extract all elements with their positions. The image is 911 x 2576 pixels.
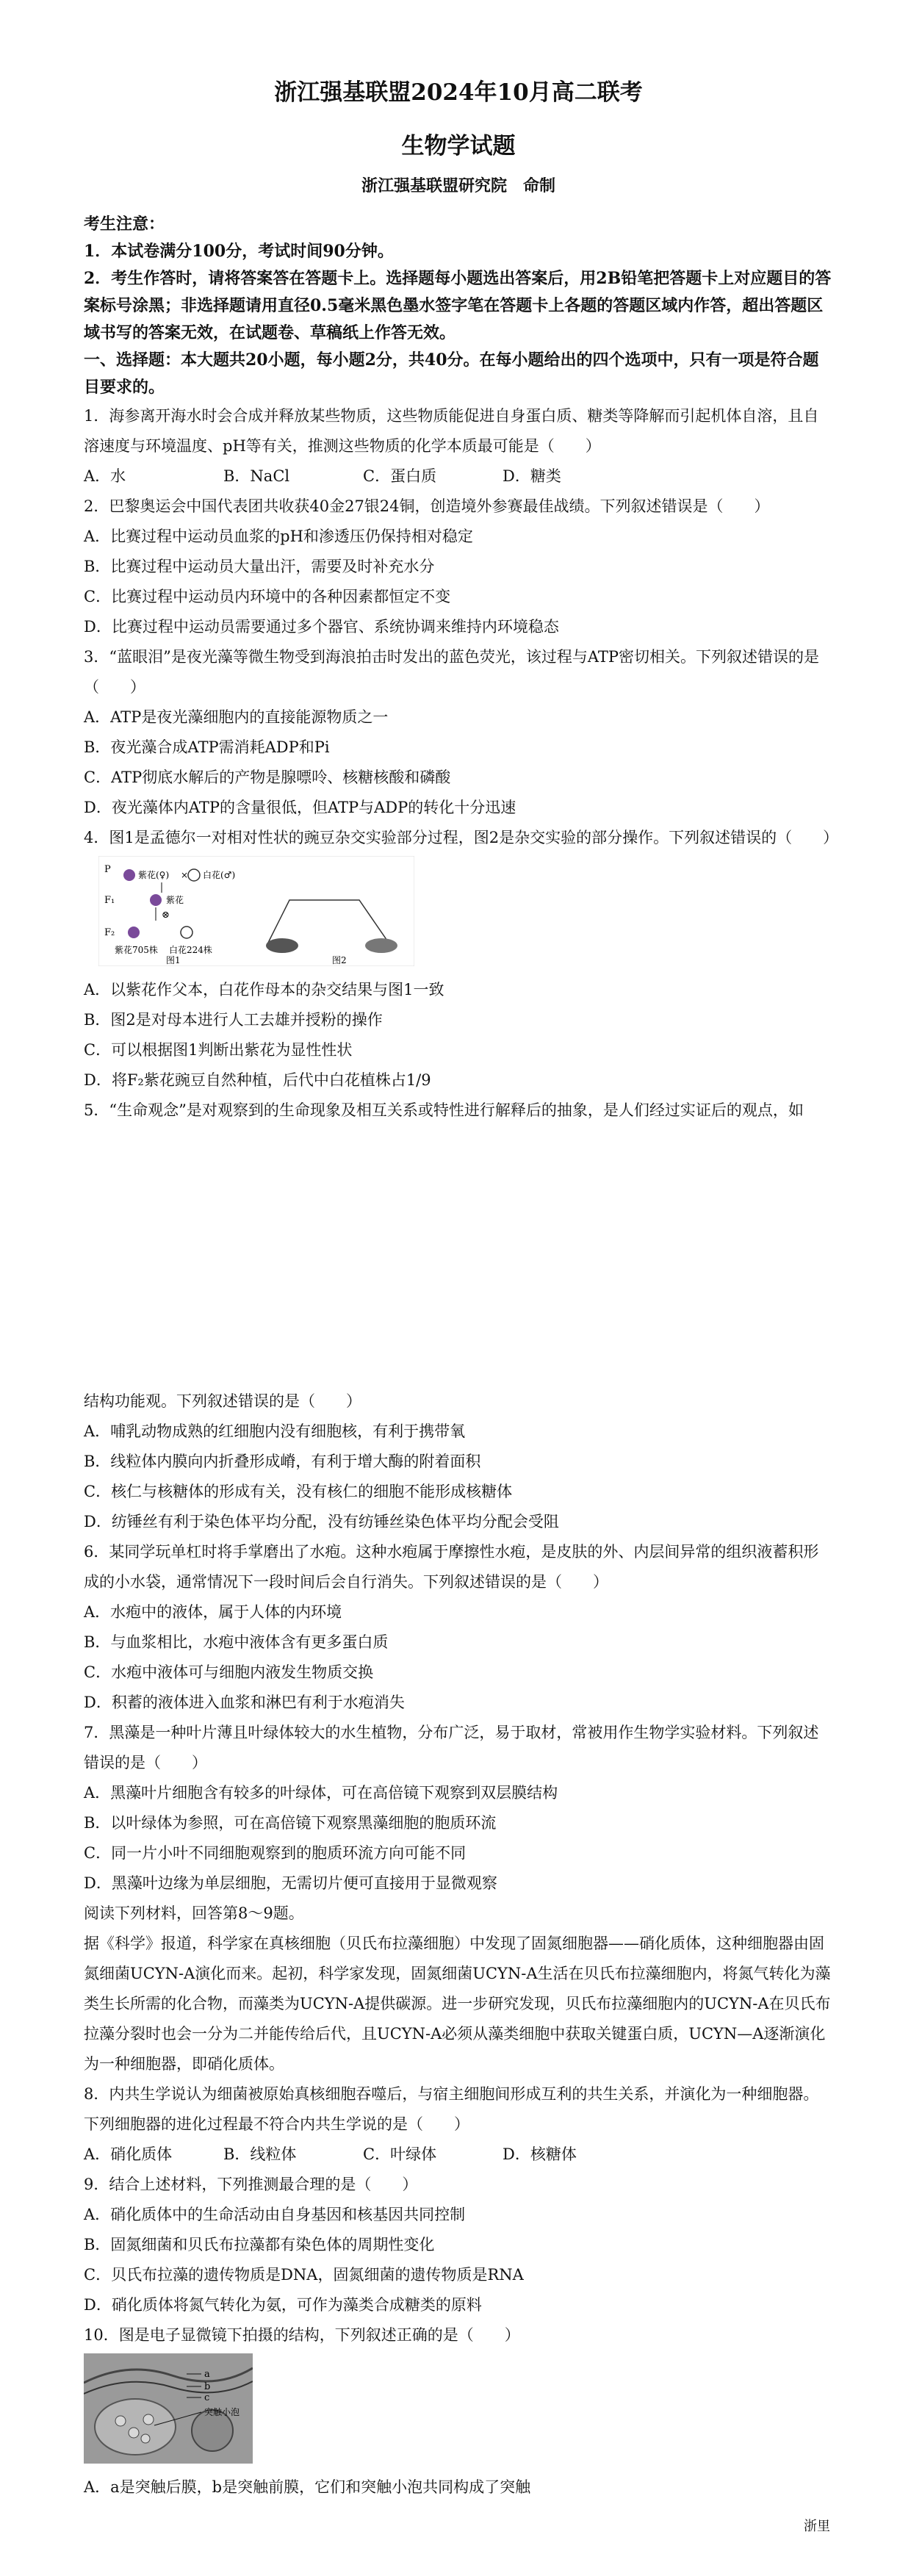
fig-label-f2: F₂	[104, 927, 115, 938]
q9-option-b: B．固氮细菌和贝氏布拉藻都有染色体的周期性变化	[84, 2236, 435, 2253]
q8-option-b: B．线粒体	[223, 2145, 297, 2163]
f2-purple-flower-icon	[128, 927, 140, 938]
q1-option-b: B．NaCl	[223, 467, 290, 485]
q4-option-a: A．以紫花作父本，白花作母本的杂交结果与图1一致	[84, 981, 444, 999]
flower-stamen-icon	[365, 938, 397, 953]
q10-option-a: A．a是突触后膜，b是突触前膜，它们和突触小泡共同构成了突触	[84, 2478, 531, 2496]
material-intro: 阅读下列材料，回答第8～9题。	[84, 1904, 304, 1922]
author-org: 浙江强基联盟研究院 命制	[361, 176, 555, 195]
fig-label-p: P	[104, 864, 111, 875]
notice-item-2: 2．考生作答时，请将答案答在答题卡上。选择题每小题选出答案后，用2B铅笔把答题卡上对应题目的答案标号涂黑；非选择题请用直径0.5毫米黑色墨水签字笔在答题卡上各题的答题区域内作答，超出答题区域书写的答案无效，在试题卷、草稿纸上作答无效。	[84, 269, 832, 342]
q7-option-d: D．黑藻叶边缘为单层细胞，无需切片便可直接用于显微观察	[84, 1874, 497, 1892]
q4-option-d: D．将F₂紫花豌豆自然种植，后代中白花植株占1/9	[84, 1071, 431, 1089]
q4-option-c: C．可以根据图1判断出紫花为显性性状	[84, 1041, 353, 1059]
q6-option-d: D．积蓄的液体进入血浆和淋巴有利于水疱消失	[84, 1694, 405, 1711]
section-one-heading: 一、选择题：本大题共20小题，每小题2分，共40分。在每小题给出的四个选项中，只有一项是符合题目要求的。	[84, 350, 819, 397]
pea-cross-diagram	[98, 856, 414, 966]
fig-label-f1-purple: 紫花	[166, 895, 184, 905]
q3-option-d: D．夜光藻体内ATP的含量很低，但ATP与ADP的转化十分迅速	[84, 799, 516, 816]
q3-option-c: C．ATP彻底水解后的产物是腺嘌呤、核糖核酸和磷酸	[84, 769, 451, 786]
subject-title: 生物学试题	[401, 133, 516, 159]
flower-pistil-icon	[266, 938, 298, 953]
q5-option-a: A．哺乳动物成熟的红细胞内没有细胞核，有利于携带氧	[84, 1422, 466, 1440]
notice-item-1: 1．本试卷满分100分，考试时间90分钟。	[84, 242, 394, 261]
fig-label-cross: ×	[181, 870, 189, 880]
q1-option-a: A．水	[84, 467, 126, 485]
q2-stem: 2．巴黎奥运会中国代表团共收获40金27银24铜，创造境外参赛最佳战绩。下列叙述错误是（ ）	[84, 497, 770, 515]
f1-purple-flower-icon	[150, 894, 162, 906]
q8-option-a: A．硝化质体	[84, 2145, 173, 2163]
synapse-micrograph	[84, 2353, 253, 2464]
label-c: c	[204, 2392, 210, 2403]
q1-stem: 1．海参离开海水时会合成并释放某些物质，这些物质能促进自身蛋白质、糖类等降解而引起机体自溶，且自溶速度与环境温度、pH等有关，推测这些物质的化学本质最可能是（ ）	[84, 407, 819, 455]
q10-stem: 10．图是电子显微镜下拍摄的结构，下列叙述正确的是（ ）	[84, 2326, 520, 2344]
q6-option-b: B．与血浆相比，水疱中液体含有更多蛋白质	[84, 1633, 389, 1651]
page-content	[84, 73, 839, 2503]
q8-options	[84, 2140, 833, 2170]
fig-label-purple-count: 紫花705株	[115, 945, 158, 955]
q9-option-c: C．贝氏布拉藻的遗传物质是DNA，固氮细菌的遗传物质是RNA	[84, 2266, 524, 2284]
vesicle-icon	[143, 2414, 154, 2425]
q2-option-b: B．比赛过程中运动员大量出汗，需要及时补充水分	[84, 558, 435, 575]
q7-option-a: A．黑藻叶片细胞含有较多的叶绿体，可在高倍镜下观察到双层膜结构	[84, 1784, 558, 1802]
q6-stem: 6．某同学玩单杠时将手掌磨出了水疱。这种水疱属于摩擦性水疱，是皮肤的外、内层间异常的组织液蓄积形成的小水袋，通常情况下一段时间后会自行消失。下列叙述错误的是（ ）	[84, 1543, 819, 1591]
exam-title: 浙江强基联盟2024年10月高二联考	[274, 79, 643, 106]
presynaptic-terminal	[95, 2399, 176, 2455]
material-text: 据《科学》报道，科学家在真核细胞（贝氏布拉藻细胞）中发现了固氮细胞器——硝化质体，这种细胞器由固氮细菌UCYN-A演化而来。起初，科学家发现，固氮细菌UCYN-A生活在贝氏布拉藻细胞内，将氮气转化为藻类生长所需的化合物，而藻类为UCYN-A提供碳源。进一步研究发现，贝氏布拉藻细胞内的UCYN-A在贝氏布拉藻分裂时也会一分为二并能传给后代，且UCYN-A必须从藻类细胞中获取关键蛋白质，UCYN—A逐渐演化为一种细胞器，即硝化质体。	[84, 1935, 831, 2073]
q8-option-d: D．核糖体	[503, 2145, 577, 2163]
q3-option-b: B．夜光藻合成ATP需消耗ADP和Pi	[84, 738, 330, 756]
notice-heading: 考生注意：	[84, 215, 165, 234]
label-b: b	[204, 2381, 211, 2392]
q5-stem-part-2: 结构功能观。下列叙述错误的是（ ）	[84, 1392, 361, 1410]
vesicle-icon	[129, 2428, 139, 2438]
q3-option-a: A．ATP是夜光藻细胞内的直接能源物质之一	[84, 708, 389, 726]
q10-figure	[84, 2353, 833, 2464]
q5-option-d: D．纺锤丝有利于染色体平均分配，没有纺锤丝染色体平均分配会受阻	[84, 1513, 559, 1530]
q2-option-d: D．比赛过程中运动员需要通过多个器官、系统协调来维持内环境稳态	[84, 618, 559, 636]
q8-stem: 8．内共生学说认为细菌被原始真核细胞吞噬后，与宿主细胞间形成互利的共生关系，并演化为一种细胞器。下列细胞器的进化过程最不符合内共生学说的是（ ）	[84, 2085, 819, 2133]
vesicle-icon	[141, 2434, 150, 2443]
label-vesicle: 突触小泡	[204, 2407, 240, 2417]
q3-stem: 3．“蓝眼泪”是夜光藻等微生物受到海浪拍击时发出的蓝色荧光，该过程与ATP密切相关。下列叙述错误的是（ ）	[84, 648, 819, 696]
fig-caption-2: 图2	[332, 955, 347, 965]
q7-option-b: B．以叶绿体为参照，可在高倍镜下观察黑藻细胞的胞质环流	[84, 1814, 497, 1832]
vesicle-icon	[115, 2416, 126, 2426]
q1-option-d: D．糖类	[503, 467, 561, 485]
q2-option-c: C．比赛过程中运动员内环境中的各种因素都恒定不变	[84, 588, 451, 605]
fig-caption-1: 图1	[166, 955, 181, 965]
q4-option-b: B．图2是对母本进行人工去雄并授粉的操作	[84, 1011, 383, 1029]
q5-option-b: B．线粒体内膜向内折叠形成嵴，有利于增大酶的附着面积	[84, 1453, 481, 1470]
white-flower-icon	[188, 869, 200, 881]
q8-option-c: C．叶绿体	[363, 2145, 437, 2163]
q1-options	[84, 461, 833, 492]
fig-label-self: ⊗	[162, 910, 170, 921]
page-footer: 浙里	[804, 2519, 830, 2534]
purple-flower-icon	[123, 869, 135, 881]
q9-stem: 9．结合上述材料，下列推测最合理的是（ ）	[84, 2176, 418, 2193]
q4-stem: 4．图1是孟德尔一对相对性状的豌豆杂交实验部分过程，图2是杂交实验的部分操作。下列叙述错误的（ ）	[84, 829, 839, 846]
q1-option-c: C．蛋白质	[363, 467, 437, 485]
label-a: a	[204, 2369, 210, 2380]
fig-label-white-male: 白花(♂)	[203, 870, 236, 880]
q2-option-a: A．比赛过程中运动员血浆的pH和渗透压仍保持相对稳定	[84, 528, 473, 545]
fig-label-white-count: 白花224株	[169, 945, 212, 955]
q9-option-a: A．硝化质体中的生命活动由自身基因和核基因共同控制	[84, 2206, 466, 2223]
blank-space	[84, 1126, 833, 1386]
q7-option-c: C．同一片小叶不同细胞观察到的胞质环流方向可能不同	[84, 1844, 467, 1862]
fig-label-f1: F₁	[104, 895, 115, 906]
q5-stem-part-1: 5．“生命观念”是对观察到的生命现象及相互关系或特性进行解释后的抽象，是人们经过实证后的观点，如	[84, 1101, 804, 1119]
q7-stem: 7．黑藻是一种叶片薄且叶绿体较大的水生植物，分布广泛，易于取材，常被用作生物学实验材料。下列叙述错误的是（ ）	[84, 1724, 819, 1771]
fig-label-purple-female: 紫花(♀)	[138, 870, 170, 880]
q4-figure	[84, 856, 833, 966]
q6-option-c: C．水疱中液体可与细胞内液发生物质交换	[84, 1663, 374, 1681]
q5-option-c: C．核仁与核糖体的形成有关，没有核仁的细胞不能形成核糖体	[84, 1483, 513, 1500]
f2-white-flower-icon	[181, 927, 192, 938]
q9-option-d: D．硝化质体将氮气转化为氨，可作为藻类合成糖类的原料	[84, 2296, 482, 2314]
q6-option-a: A．水疱中的液体，属于人体的内环境	[84, 1603, 342, 1621]
